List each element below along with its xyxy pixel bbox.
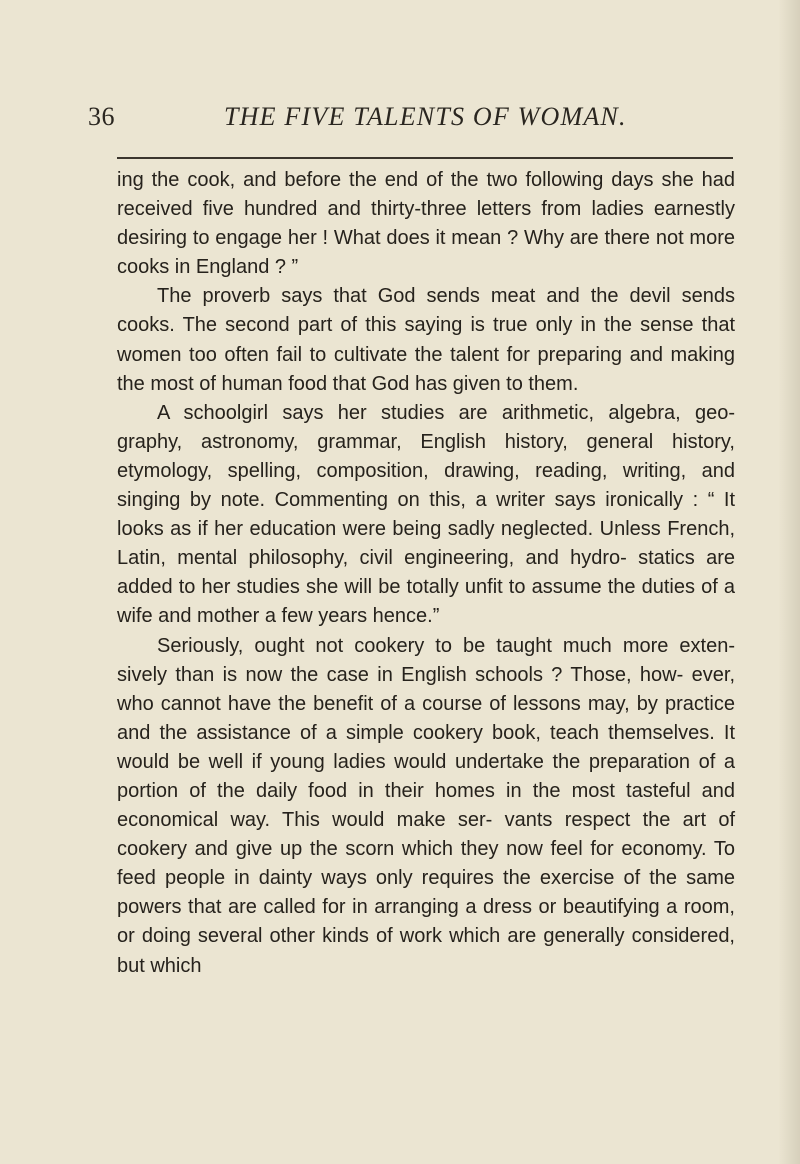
header-rule xyxy=(117,157,733,159)
paragraph-proverb: The proverb says that God sends meat and the devil sends cooks. The second part of this saying is true only in the sense that women too often fail to cultivate the talent for preparing and making the most of human food that God has given to them. xyxy=(117,285,735,395)
paragraph-continuation: ing the cook, and before the end of the two following days she had received five hundred and thirty-three letters from ladies earnestly desiring to engage her ! What does it mean ? Why are there not more cooks in England ? ” xyxy=(117,169,735,279)
running-title: THE FIVE TALENTS OF WOMAN. xyxy=(224,102,627,131)
paragraph-schoolgirl: A schoolgirl says her studies are arithmetic, algebra, geo- graphy, astronomy, grammar, English history, general history, etymology, spelling, composition, drawing, reading, writing, and singing by note. Commenting on this, a writer says ironically : “ It looks as if her education were being sadly neglected. Unless French, Latin, mental philosophy, civil engineering, and hydro- statics are added to her studies she will be totally unfit to assume the duties of a wife and mother a few years hence.” xyxy=(117,401,735,628)
page-header xyxy=(88,102,748,138)
page-number: 36 xyxy=(88,102,115,131)
body-text xyxy=(117,166,735,981)
paragraph-cookery: Seriously, ought not cookery to be taught much more exten- sively than is now the case in English schools ? Those, how- ever, who cannot have the benefit of a course of lessons may, by practice and the assistance of a simple cookery book, teach themselves. It would be well if young ladies would undertake the preparation of a portion of the daily food in their homes in the most tasteful and economical way. This would make ser- vants respect the art of cookery and give up the scorn which they now feel for economy. To feed people in dainty ways only requires the exercise of the same powers that are called for in arranging a dress or beautifying a room, or doing several other kinds of work which are generally considered, but which xyxy=(117,634,735,977)
page-edge-shadow xyxy=(778,0,800,1164)
